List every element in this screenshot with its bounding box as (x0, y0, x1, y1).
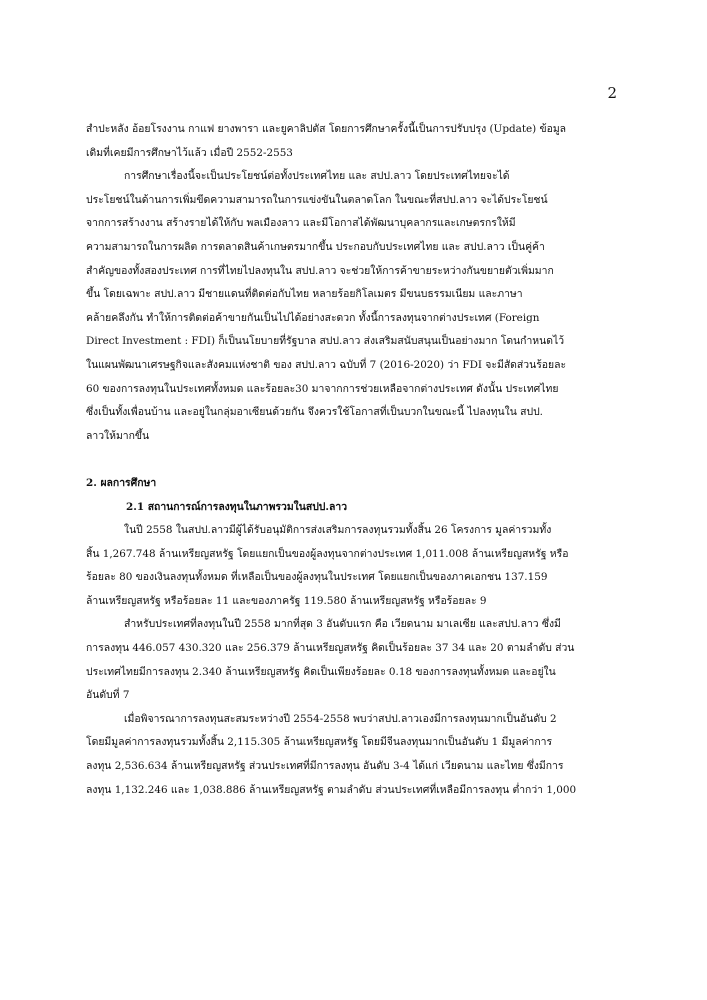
paragraph-line: สำคัญของทั้งสองประเทศ การที่ไทยไปลงทุนใน สปป.ลาว จะช่วยให้การค้าขายระหว่างกันขยายตัวเพิ่มมาก (86, 264, 554, 277)
paragraph-line: ลงทุน 2,536.634 ล้านเหรียญสหรัฐ ส่วนประเทศที่มีการลงทุน อันดับ 3-4 ได้แก่ เวียดนาม และไทย ซึ่งมีการ (86, 760, 564, 773)
paragraph-line: คล้ายคลึงกัน ทำให้การติดต่อค้าขายกันเป็นไปได้อย่างสะดวก ทั้งนี้การลงทุนจากต่างประเทศ (Foreign (86, 311, 540, 324)
paragraph-first-line: การศึกษาเรื่องนี้จะเป็นประโยชน์ต่อทั้งประเทศไทย และ สปป.ลาว โดยประเทศไทยจะได้ (124, 170, 510, 183)
paragraph-line: ลาวให้มากขึ้น (86, 429, 150, 442)
paragraph-line: ความสามารถในการผลิต การตลาดสินค้าเกษตรมากขึ้น ประกอบกับประเทศไทย และ สปป.ลาว เป็นคู่ค้า (86, 240, 545, 253)
document-body (86, 118, 620, 802)
paragraph-line: ประเทศไทยมีการลงทุน 2.340 ล้านเหรียญสหรัฐ คิดเป็นเพียงร้อยละ 0.18 ของการลงทุนทั้งหมด และอยู่ใน (86, 665, 556, 678)
paragraph-line: อันดับที่ 7 (86, 689, 130, 702)
paragraph-line: การลงทุน 446.057 430.320 และ 256.379 ล้านเหรียญสหรัฐ คิดเป็นร้อยละ 37 34 และ 20 ตามลำดับ ส่วน (86, 642, 575, 655)
paragraph-line: ร้อยละ 80 ของเงินลงทุนทั้งหมด ที่เหลือเป็นของผู้ลงทุนในประเทศ โดยแยกเป็นของภาคเอกชน 137.159 (86, 571, 548, 584)
paragraph-first-line: ในปี 2558 ในสปป.ลาวมีผู้ได้รับอนุมัติการส่งเสริมการลงทุนรวมทั้งสิ้น 26 โครงการ มูลค่ารวมทั้ง (124, 524, 552, 537)
paragraph-first-line: เมื่อพิจารณาการลงทุนสะสมระหว่างปี 2554-2558 พบว่าสปป.ลาวเองมีการลงทุนมากเป็นอันดับ 2 (124, 712, 557, 725)
paragraph-first-line: สำหรับประเทศที่ลงทุนในปี 2558 มากที่สุด 3 อันดับแรก คือ เวียดนาม มาเลเซีย และสปป.ลาว ซึ่งมี (124, 618, 561, 631)
paragraph-line: 60 ของการลงทุนในประเทศทั้งหมด และร้อยละ30 มาจากการช่วยเหลือจากต่างประเทศ ดังนั้น ประเทศไทย (86, 382, 559, 395)
subsection-heading: 2.1 สถานการณ์การลงทุนในภาพรวมในสปป.ลาว (126, 500, 348, 513)
paragraph-line: โดยมีมูลค่าการลงทุนรวมทั้งสิ้น 2,115.305 ล้านเหรียญสหรัฐ โดยมีจีนลงทุนมากเป็นอันดับ 1 มีมูลค่าการ (86, 736, 553, 749)
paragraph-line: ลงทุน 1,132.246 และ 1,038.886 ล้านเหรียญสหรัฐ ตามลำดับ ส่วนประเทศที่เหลือมีการลงทุน ต่ำกว่า 1,000 (86, 783, 577, 796)
paragraph-line: ประโยชน์ในด้านการเพิ่มขีดความสามารถในการแข่งขันในตลาดโลก ในขณะที่สปป.ลาว จะได้ประโยชน์ (86, 193, 548, 206)
paragraph-line: ขึ้น โดยเฉพาะ สปป.ลาว มีชายแดนที่ติดต่อกับไทย หลายร้อยกิโลเมตร มีขนบธรรมเนียม และภาษา (86, 288, 523, 301)
paragraph-line: จากการสร้างงาน สร้างรายได้ให้กับ พลเมืองลาว และมีโอกาสได้พัฒนาบุคลากรและเกษตรกรให้มี (86, 217, 516, 230)
paragraph-line: สำปะหลัง อ้อยโรงงาน กาแฟ ยางพารา และยูคาลิปตัส โดยการศึกษาครั้งนี้เป็นการปรับปรุง (Update) ข้อมูล (86, 123, 567, 135)
paragraph-line: ซึ่งเป็นทั้งเพื่อนบ้าน และอยู่ในกลุ่มอาเซียนด้วยกัน จึงควรใช้โอกาสที่เป็นบวกในขณะนี้ ไปลงทุนใน สปป. (86, 406, 543, 419)
section-heading: 2. ผลการศึกษา (86, 476, 157, 489)
paragraph-line: สิ้น 1,267.748 ล้านเหรียญสหรัฐ โดยแยกเป็นของผู้ลงทุนจากต่างประเทศ 1,011.008 ล้านเหรียญสหรัฐ หรือ (86, 547, 569, 560)
page-number: 2 (607, 84, 617, 102)
paragraph-line: เดิมที่เคยมีการศึกษาไว้แล้ว เมื่อปี 2552-2553 (86, 146, 293, 159)
paragraph-line: Direct Investment : FDI) ก็เป็นนโยบายที่รัฐบาล สปป.ลาว ส่งเสริมสนับสนุนเป็นอย่างมาก โดนกำหนดไว้ (86, 335, 565, 348)
blank-line (86, 448, 620, 472)
paragraph-line: ล้านเหรียญสหรัฐ หรือร้อยละ 11 และของภาครัฐ 119.580 ล้านเหรียญสหรัฐ หรือร้อยละ 9 (86, 594, 487, 607)
paragraph-line: ในแผนพัฒนาเศรษฐกิจและสังคมแห่งชาติ ของ สปป.ลาว ฉบับที่ 7 (2016-2020) ว่า FDI จะมีสัดส่วนร้อยละ (86, 358, 567, 371)
